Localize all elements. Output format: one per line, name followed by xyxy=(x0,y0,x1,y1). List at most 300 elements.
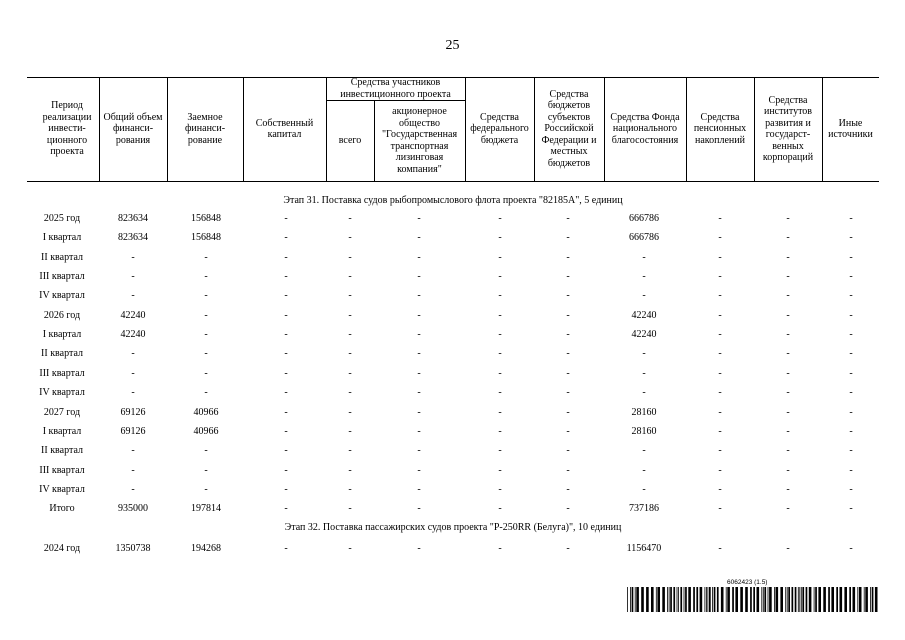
value-cell: - xyxy=(786,367,790,379)
column-header: всего xyxy=(338,134,362,146)
value-cell: - xyxy=(566,367,570,379)
barcode-bar xyxy=(774,587,775,612)
barcode-bar xyxy=(688,587,691,612)
value-cell: - xyxy=(204,445,208,457)
barcode-bar xyxy=(769,587,772,612)
value-cell: - xyxy=(284,387,288,399)
value-cell: - xyxy=(718,367,722,379)
value-cell: 28160 xyxy=(631,406,657,418)
table-row xyxy=(0,407,905,421)
value-cell: - xyxy=(566,445,570,457)
value-cell: - xyxy=(284,406,288,418)
barcode-bar xyxy=(684,587,685,612)
barcode-bar xyxy=(828,587,830,612)
barcode-bar xyxy=(799,587,800,612)
barcode-bar xyxy=(815,587,817,612)
barcode-bar xyxy=(636,587,639,612)
barcode-bar xyxy=(865,587,868,612)
period-cell: III квартал xyxy=(39,464,85,476)
value-cell: - xyxy=(204,271,208,283)
barcode-bar xyxy=(875,587,878,612)
value-cell: - xyxy=(566,387,570,399)
barcode-bar xyxy=(792,587,794,612)
value-cell: - xyxy=(498,464,502,476)
value-cell: - xyxy=(417,425,421,437)
value-cell: - xyxy=(849,232,853,244)
value-cell: - xyxy=(131,367,135,379)
barcode-bar xyxy=(641,587,644,612)
value-cell: 1156470 xyxy=(626,543,662,554)
value-cell: - xyxy=(498,213,502,224)
section-heading: Этап 32. Поставка пассажирских судов проекта "Р-250RR (Белуга)", 10 единиц xyxy=(284,522,622,533)
barcode-bar xyxy=(872,587,874,612)
value-cell: - xyxy=(566,464,570,476)
column-header: Период реализации инвести-ционного проекта xyxy=(42,100,92,158)
value-cell: - xyxy=(284,483,288,495)
period-cell: III квартал xyxy=(39,271,85,283)
value-cell: - xyxy=(786,464,790,476)
barcode-bar xyxy=(673,587,675,612)
value-cell: - xyxy=(417,387,421,399)
column-header: Собственный капитал xyxy=(255,117,314,140)
barcode-bar xyxy=(787,587,788,612)
value-cell: - xyxy=(348,483,352,495)
value-cell: - xyxy=(642,367,646,379)
barcode-bar xyxy=(809,587,812,612)
value-cell: - xyxy=(718,483,722,495)
value-cell: - xyxy=(348,406,352,418)
value-cell: 823634 xyxy=(118,232,148,244)
barcode-bar xyxy=(844,587,847,612)
column-header: Заемное финанси-рование xyxy=(184,111,226,146)
value-cell: - xyxy=(348,445,352,457)
column-header: Средства институтов развития и государст-венных корпораций xyxy=(762,94,814,163)
barcode-bar xyxy=(853,587,856,612)
value-cell: 42240 xyxy=(631,329,657,341)
barcode-bar xyxy=(764,587,766,612)
value-cell: - xyxy=(718,425,722,437)
column-header: акционерное общество "Государственная транспортная лизинговая компания" xyxy=(381,106,458,175)
value-cell: - xyxy=(718,309,722,321)
period-cell: II квартал xyxy=(41,251,83,263)
value-cell: - xyxy=(498,309,502,321)
value-cell: - xyxy=(348,290,352,302)
value-cell: - xyxy=(849,543,853,554)
value-cell: - xyxy=(849,290,853,302)
document-code: 6062423 (1.5) xyxy=(727,579,768,586)
table-row xyxy=(0,252,905,266)
value-cell: - xyxy=(348,464,352,476)
value-cell: 42240 xyxy=(120,309,146,321)
value-cell: - xyxy=(417,290,421,302)
period-cell: Итого xyxy=(49,503,75,515)
barcode-bar xyxy=(768,587,769,612)
value-cell: 666786 xyxy=(629,213,659,224)
value-cell: - xyxy=(642,483,646,495)
table-row xyxy=(0,426,905,440)
value-cell: - xyxy=(566,406,570,418)
table-row xyxy=(0,348,905,362)
value-cell: - xyxy=(498,348,502,360)
value-cell: - xyxy=(566,329,570,341)
value-cell: - xyxy=(718,503,722,515)
value-cell: 156848 xyxy=(191,213,221,224)
value-cell: 156848 xyxy=(191,232,221,244)
barcode-bar xyxy=(667,587,668,612)
value-cell: - xyxy=(718,251,722,263)
period-cell: II квартал xyxy=(41,348,83,360)
value-cell: - xyxy=(417,543,421,554)
value-cell: - xyxy=(417,251,421,263)
column-header: Общий объем финанси-рования xyxy=(103,111,163,146)
value-cell: - xyxy=(348,309,352,321)
value-cell: - xyxy=(498,251,502,263)
column-header: Средства бюджетов субъектов Российской Федерации и местных бюджетов xyxy=(541,88,597,169)
value-cell: - xyxy=(786,251,790,263)
barcode-bar xyxy=(630,587,631,612)
value-cell: - xyxy=(718,464,722,476)
value-cell: 40966 xyxy=(193,425,219,437)
value-cell: 737186 xyxy=(629,503,659,515)
barcode-bar xyxy=(732,587,734,612)
period-cell: 2027 год xyxy=(43,406,81,418)
value-cell: - xyxy=(417,213,421,224)
value-cell: - xyxy=(284,213,288,224)
value-cell: - xyxy=(786,271,790,283)
value-cell: 666786 xyxy=(629,232,659,244)
value-cell: - xyxy=(718,290,722,302)
value-cell: - xyxy=(131,464,135,476)
value-cell: - xyxy=(417,503,421,515)
value-cell: - xyxy=(718,271,722,283)
barcode-bar xyxy=(785,587,786,612)
barcode-bar xyxy=(646,587,649,612)
value-cell: - xyxy=(498,543,502,554)
value-cell: - xyxy=(417,445,421,457)
barcode-bar xyxy=(709,587,711,612)
table-row xyxy=(0,329,905,343)
barcode-bar xyxy=(677,587,678,612)
barcode-bar xyxy=(627,587,628,612)
value-cell: - xyxy=(642,251,646,263)
table-row xyxy=(0,543,905,557)
value-cell: - xyxy=(348,543,352,554)
value-cell: - xyxy=(849,445,853,457)
value-cell: - xyxy=(131,290,135,302)
value-cell: - xyxy=(786,445,790,457)
value-cell: - xyxy=(284,309,288,321)
barcode-bar xyxy=(818,587,821,612)
table-row xyxy=(0,290,905,304)
value-cell: - xyxy=(348,367,352,379)
value-cell: 42240 xyxy=(120,329,146,341)
value-cell: - xyxy=(284,543,288,554)
barcode-bar xyxy=(857,587,858,612)
value-cell: - xyxy=(284,425,288,437)
value-cell: - xyxy=(498,387,502,399)
value-cell: 194268 xyxy=(191,543,221,554)
value-cell: - xyxy=(204,464,208,476)
column-header: Средства участников инвестиционного проекта xyxy=(340,77,451,100)
value-cell: - xyxy=(498,425,502,437)
barcode-bar xyxy=(651,587,654,612)
value-cell: - xyxy=(204,290,208,302)
value-cell: - xyxy=(642,271,646,283)
barcode-bar xyxy=(788,587,790,612)
value-cell: 42240 xyxy=(631,309,657,321)
value-cell: 40966 xyxy=(193,406,219,418)
barcode-bar xyxy=(795,587,797,612)
value-cell: - xyxy=(566,271,570,283)
barcode-bar xyxy=(831,587,834,612)
value-cell: - xyxy=(284,290,288,302)
barcode-bar xyxy=(726,587,727,612)
value-cell: - xyxy=(566,290,570,302)
value-cell: - xyxy=(131,251,135,263)
value-cell: - xyxy=(849,464,853,476)
barcode-bar xyxy=(696,587,698,612)
value-cell: - xyxy=(131,483,135,495)
value-cell: - xyxy=(498,271,502,283)
barcode-bar xyxy=(798,587,799,612)
period-cell: I квартал xyxy=(42,232,82,244)
value-cell: - xyxy=(786,387,790,399)
period-cell: IV квартал xyxy=(39,387,85,399)
value-cell: - xyxy=(718,329,722,341)
header-bottom-rule xyxy=(27,181,879,182)
value-cell: - xyxy=(284,251,288,263)
period-cell: II квартал xyxy=(41,445,83,457)
value-cell: - xyxy=(849,348,853,360)
value-cell: - xyxy=(204,251,208,263)
value-cell: - xyxy=(348,503,352,515)
value-cell: - xyxy=(566,483,570,495)
barcode-bar xyxy=(814,587,815,612)
value-cell: 823634 xyxy=(118,213,148,224)
value-cell: - xyxy=(566,251,570,263)
value-cell: - xyxy=(786,309,790,321)
value-cell: - xyxy=(284,232,288,244)
value-cell: - xyxy=(348,251,352,263)
barcode-bar xyxy=(657,587,660,612)
value-cell: - xyxy=(348,387,352,399)
value-cell: - xyxy=(417,271,421,283)
value-cell: - xyxy=(786,290,790,302)
barcode-bar xyxy=(693,587,695,612)
value-cell: - xyxy=(131,348,135,360)
value-cell: - xyxy=(498,483,502,495)
barcode-bar xyxy=(685,587,687,612)
value-cell: - xyxy=(849,309,853,321)
period-cell: IV квартал xyxy=(39,483,85,495)
value-cell: - xyxy=(786,406,790,418)
column-header: Средства пенсионных накоплений xyxy=(693,111,747,146)
barcode-bar xyxy=(750,587,752,612)
table-row xyxy=(0,271,905,285)
value-cell: - xyxy=(348,271,352,283)
barcode-bar xyxy=(678,587,679,612)
value-cell: - xyxy=(642,464,646,476)
page-number: 25 xyxy=(445,38,460,53)
value-cell: - xyxy=(417,406,421,418)
value-cell: - xyxy=(284,271,288,283)
value-cell: - xyxy=(498,445,502,457)
barcode-bar xyxy=(714,587,716,612)
barcode-bar xyxy=(656,587,657,612)
table-row xyxy=(0,310,905,324)
value-cell: - xyxy=(786,503,790,515)
barcode-bar xyxy=(864,587,865,612)
value-cell: - xyxy=(642,387,646,399)
value-cell: - xyxy=(204,367,208,379)
barcode-bar xyxy=(632,587,634,612)
value-cell: - xyxy=(849,483,853,495)
value-cell: - xyxy=(284,503,288,515)
value-cell: - xyxy=(204,309,208,321)
period-cell: 2024 год xyxy=(43,543,81,554)
barcode-bar xyxy=(763,587,764,612)
value-cell: - xyxy=(204,387,208,399)
barcode-bar xyxy=(859,587,862,612)
value-cell: - xyxy=(642,348,646,360)
value-cell: - xyxy=(498,329,502,341)
value-cell: - xyxy=(348,329,352,341)
value-cell: - xyxy=(786,213,790,224)
value-cell: - xyxy=(849,213,853,224)
value-cell: - xyxy=(348,232,352,244)
value-cell: - xyxy=(718,387,722,399)
value-cell: - xyxy=(786,483,790,495)
table-row xyxy=(0,484,905,498)
value-cell: - xyxy=(417,464,421,476)
barcode-bar xyxy=(840,587,843,612)
barcode-bar xyxy=(680,587,682,612)
value-cell: - xyxy=(566,503,570,515)
value-cell: - xyxy=(566,232,570,244)
value-cell: - xyxy=(718,348,722,360)
barcode-bar xyxy=(806,587,808,612)
value-cell: - xyxy=(786,329,790,341)
value-cell: - xyxy=(204,483,208,495)
value-cell: - xyxy=(498,290,502,302)
value-cell: - xyxy=(131,445,135,457)
value-cell: - xyxy=(204,348,208,360)
value-cell: - xyxy=(417,309,421,321)
barcode-bar xyxy=(802,587,804,612)
value-cell: - xyxy=(284,348,288,360)
value-cell: - xyxy=(284,464,288,476)
value-cell: - xyxy=(284,367,288,379)
value-cell: - xyxy=(498,367,502,379)
barcode-bar xyxy=(870,587,871,612)
barcode-bar xyxy=(735,587,738,612)
barcode-bar xyxy=(727,587,730,612)
value-cell: - xyxy=(718,213,722,224)
value-cell: - xyxy=(417,348,421,360)
value-cell: - xyxy=(348,425,352,437)
value-cell: - xyxy=(417,367,421,379)
barcode-bar xyxy=(712,587,713,612)
value-cell: - xyxy=(849,387,853,399)
barcode-bar xyxy=(717,587,719,612)
table-row xyxy=(0,465,905,479)
barcode-bar xyxy=(780,587,783,612)
barcode-bar xyxy=(662,587,665,612)
barcode-bar xyxy=(761,587,762,612)
value-cell: - xyxy=(786,348,790,360)
value-cell: - xyxy=(566,425,570,437)
value-cell: - xyxy=(498,232,502,244)
section-heading: Этап 31. Поставка судов рыбопромыслового флота проекта "82185А", 5 единиц xyxy=(283,195,623,206)
value-cell: - xyxy=(498,503,502,515)
value-cell: - xyxy=(786,232,790,244)
table-row xyxy=(0,445,905,459)
period-cell: 2026 год xyxy=(43,309,81,321)
barcode-bar xyxy=(753,587,755,612)
barcode-bar xyxy=(776,587,779,612)
value-cell: 28160 xyxy=(631,425,657,437)
value-cell: 197814 xyxy=(191,503,221,515)
value-cell: - xyxy=(284,445,288,457)
value-cell: - xyxy=(718,406,722,418)
column-header: Средства Фонда национального благосостояния xyxy=(610,111,680,146)
period-cell: I квартал xyxy=(42,425,82,437)
column-header: Средства федерального бюджета xyxy=(470,111,529,146)
value-cell: - xyxy=(566,543,570,554)
barcode-bar xyxy=(706,587,707,612)
barcode-icon xyxy=(627,587,879,612)
value-cell: - xyxy=(566,348,570,360)
barcode-bar xyxy=(740,587,743,612)
period-cell: III квартал xyxy=(39,367,85,379)
value-cell: - xyxy=(417,329,421,341)
value-cell: - xyxy=(498,406,502,418)
value-cell: - xyxy=(566,309,570,321)
value-cell: - xyxy=(849,406,853,418)
barcode-bar xyxy=(721,587,724,612)
barcode-bar xyxy=(801,587,802,612)
value-cell: - xyxy=(849,425,853,437)
value-cell: 69126 xyxy=(120,425,146,437)
barcode-bar xyxy=(635,587,636,612)
value-cell: - xyxy=(204,329,208,341)
barcode-bar xyxy=(849,587,851,612)
table-row xyxy=(0,503,905,517)
barcode-bar xyxy=(708,587,709,612)
barcode-bar xyxy=(745,587,748,612)
value-cell: - xyxy=(348,213,352,224)
table-row xyxy=(0,232,905,246)
value-cell: - xyxy=(131,271,135,283)
value-cell: 1350738 xyxy=(115,543,151,554)
value-cell: 935000 xyxy=(118,503,148,515)
value-cell: - xyxy=(718,232,722,244)
value-cell: - xyxy=(786,425,790,437)
value-cell: - xyxy=(417,483,421,495)
table-row xyxy=(0,213,905,227)
period-cell: IV квартал xyxy=(39,290,85,302)
column-header: Иные источники xyxy=(828,117,873,140)
value-cell: - xyxy=(642,445,646,457)
value-cell: - xyxy=(849,251,853,263)
value-cell: - xyxy=(348,348,352,360)
barcode-bar xyxy=(669,587,670,612)
table-row xyxy=(0,387,905,401)
value-cell: - xyxy=(718,445,722,457)
value-cell: 69126 xyxy=(120,406,146,418)
barcode-bar xyxy=(836,587,838,612)
value-cell: - xyxy=(849,329,853,341)
